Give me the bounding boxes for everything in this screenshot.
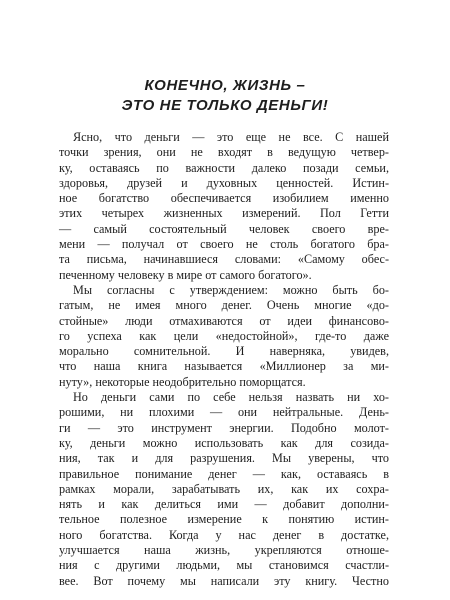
- text-line: ния, так и для разрушения. Мы уверены, что: [59, 451, 389, 466]
- text-line: нять и как делиться ими — добавит дополни-: [59, 497, 389, 512]
- text-line: морально сомнительной. И наверняка, увидев,: [59, 344, 389, 359]
- text-line: та письма, начинавшиеся словами: «Самому обес-: [59, 252, 389, 267]
- text-line: рошими, ни плохими — они нейтральные. День-: [59, 405, 389, 420]
- text-line: ку, оставаясь по важности далеко позади семьи,: [59, 160, 389, 175]
- text-line: нуту», некоторые неодобрительно поморщатся.: [59, 374, 306, 389]
- text-line: ного богатства. Когда у нас денег в достатке,: [59, 527, 389, 542]
- text-line: ное богатство обеспечивается изобилием именно: [59, 191, 389, 206]
- paragraph-1: [59, 130, 389, 283]
- chapter-heading: [60, 76, 390, 116]
- text-line: здоровья, друзей и духовных ценностей. Истин-: [59, 175, 389, 190]
- text-line: тельное полезное измерение к понятию истин-: [59, 512, 389, 527]
- heading-line: ЭТО НЕ ТОЛЬКО ДЕНЬГИ!: [121, 97, 329, 114]
- paragraph-2: [59, 283, 389, 390]
- text-line: го успеха как цели «недостойной», где-то даже: [59, 328, 389, 343]
- text-line: стойные» люди отмахиваются от идеи финансово-: [59, 313, 389, 328]
- text-line: Но деньги сами по себе нельзя назвать ни хо-: [73, 390, 389, 405]
- text-line: Ясно, что деньги — это еще не все. С нашей: [73, 130, 389, 144]
- text-line: гатым, не имея много денег. Очень многие «до-: [59, 298, 389, 313]
- text-line: правильное понимание денег — как, оставаясь в: [59, 466, 389, 481]
- text-line: вее. Вот почему мы написали эту книгу. Честно: [59, 573, 389, 588]
- text-line: улучшается наша жизнь, укрепляются отноше-: [59, 543, 389, 558]
- heading-line: КОНЕЧНО, ЖИЗНЬ –: [144, 77, 306, 94]
- text-line: что наша книга называется «Миллионер за ми-: [59, 359, 389, 374]
- text-line: ку, деньги можно использовать как для созида-: [59, 435, 389, 450]
- text-line: мени — получал от своего не столь богатого бра-: [59, 237, 389, 252]
- body-text: [59, 130, 389, 589]
- text-line: этих четырех жизненных измерений. Пол Гетти: [59, 206, 389, 221]
- text-line: точки зрения, они не входят в ведущую четвер-: [59, 145, 389, 160]
- text-line: ги — это инструмент энергии. Подобно молот-: [59, 420, 389, 435]
- text-line: печенному человеку в мире от самого богатого».: [59, 267, 312, 282]
- paragraph-3: [59, 390, 389, 589]
- text-line: ния с другими людьми, мы становимся счастли-: [59, 558, 389, 573]
- text-line: Мы согласны с утверждением: можно быть бо-: [73, 282, 389, 297]
- text-line: — самый состоятельный человек своего вре-: [59, 221, 389, 236]
- text-line: рамках морали, зарабатывать их, как их сохра-: [59, 481, 389, 496]
